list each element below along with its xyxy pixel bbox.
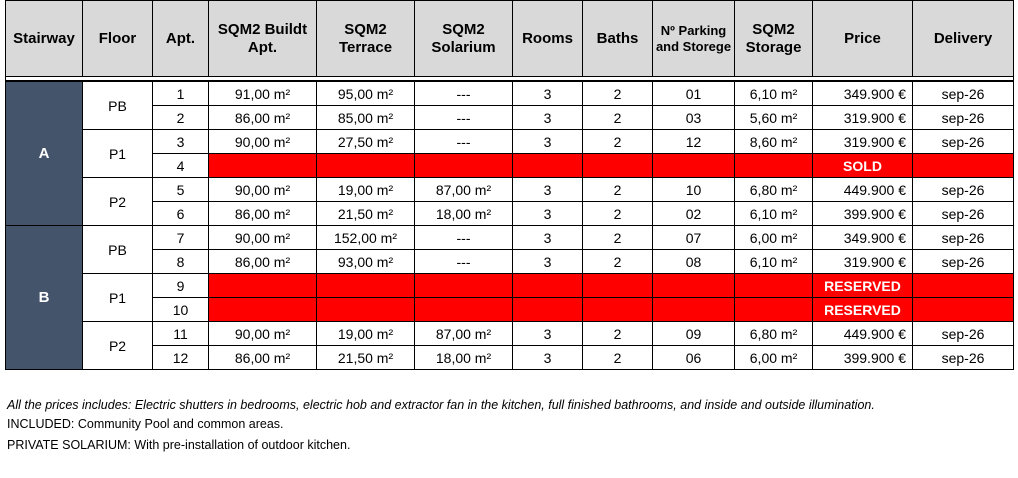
terrace-cell: 152,00 m² xyxy=(317,226,415,250)
apt-cell: 9 xyxy=(153,274,209,298)
delivery-cell: sep-26 xyxy=(913,82,1014,106)
price-cell: 349.900 € xyxy=(813,226,913,250)
header-stairway: Stairway xyxy=(6,1,83,77)
status-fill-cell xyxy=(415,154,513,178)
notes xyxy=(7,398,997,453)
header-sqm-built: SQM2 Buildt Apt. xyxy=(209,1,317,77)
solarium-cell: 18,00 m² xyxy=(415,202,513,226)
price-cell: 399.900 € xyxy=(813,202,913,226)
header-rooms: Rooms xyxy=(513,1,583,77)
terrace-cell: 93,00 m² xyxy=(317,250,415,274)
status-fill-cell xyxy=(913,154,1014,178)
terrace-cell: 19,00 m² xyxy=(317,178,415,202)
rooms-cell: 3 xyxy=(513,202,583,226)
status-label: RESERVED xyxy=(813,274,913,298)
parking-cell: 10 xyxy=(653,178,735,202)
terrace-cell: 95,00 m² xyxy=(317,82,415,106)
stairway-cell: B xyxy=(6,226,83,370)
status-fill-cell xyxy=(913,274,1014,298)
solarium-cell: --- xyxy=(415,106,513,130)
header-sqm-storage: SQM2 Storage xyxy=(735,1,813,77)
parking-cell: 03 xyxy=(653,106,735,130)
floor-cell: PB xyxy=(83,82,153,130)
price-cell: 319.900 € xyxy=(813,106,913,130)
built-cell: 91,00 m² xyxy=(209,82,317,106)
storage-cell: 6,10 m² xyxy=(735,202,813,226)
status-fill-cell xyxy=(317,154,415,178)
status-fill-cell xyxy=(209,298,317,322)
built-cell: 86,00 m² xyxy=(209,106,317,130)
apt-cell: 6 xyxy=(153,202,209,226)
rooms-cell: 3 xyxy=(513,178,583,202)
built-cell: 90,00 m² xyxy=(209,322,317,346)
price-cell: 349.900 € xyxy=(813,82,913,106)
delivery-cell: sep-26 xyxy=(913,322,1014,346)
rooms-cell: 3 xyxy=(513,226,583,250)
status-fill-cell xyxy=(735,298,813,322)
status-label: SOLD xyxy=(813,154,913,178)
baths-cell: 2 xyxy=(583,322,653,346)
status-fill-cell xyxy=(583,154,653,178)
built-cell: 90,00 m² xyxy=(209,130,317,154)
baths-cell: 2 xyxy=(583,178,653,202)
note-included: INCLUDED: Community Pool and common areas. xyxy=(7,417,284,431)
header-delivery: Delivery xyxy=(913,1,1014,77)
terrace-cell: 85,00 m² xyxy=(317,106,415,130)
storage-cell: 6,80 m² xyxy=(735,322,813,346)
floor-cell: PB xyxy=(83,226,153,274)
apt-cell: 3 xyxy=(153,130,209,154)
delivery-cell: sep-26 xyxy=(913,226,1014,250)
status-fill-cell xyxy=(583,298,653,322)
parking-cell: 07 xyxy=(653,226,735,250)
stairway-cell: A xyxy=(6,82,83,226)
header-sqm-terrace: SQM2 Terrace xyxy=(317,1,415,77)
header-floor: Floor xyxy=(83,1,153,77)
storage-cell: 6,10 m² xyxy=(735,82,813,106)
storage-cell: 6,00 m² xyxy=(735,226,813,250)
status-fill-cell xyxy=(317,298,415,322)
storage-cell: 8,60 m² xyxy=(735,130,813,154)
terrace-cell: 21,50 m² xyxy=(317,202,415,226)
price-cell: 449.900 € xyxy=(813,178,913,202)
apt-cell: 8 xyxy=(153,250,209,274)
parking-cell: 08 xyxy=(653,250,735,274)
status-label: RESERVED xyxy=(813,298,913,322)
apt-cell: 2 xyxy=(153,106,209,130)
rooms-cell: 3 xyxy=(513,346,583,370)
terrace-cell: 21,50 m² xyxy=(317,346,415,370)
status-fill-cell xyxy=(209,274,317,298)
status-fill-cell xyxy=(735,274,813,298)
solarium-cell: 18,00 m² xyxy=(415,346,513,370)
price-cell: 319.900 € xyxy=(813,250,913,274)
baths-cell: 2 xyxy=(583,250,653,274)
status-fill-cell xyxy=(653,274,735,298)
status-fill-cell xyxy=(735,154,813,178)
apt-cell: 12 xyxy=(153,346,209,370)
status-fill-cell xyxy=(415,274,513,298)
rooms-cell: 3 xyxy=(513,322,583,346)
baths-cell: 2 xyxy=(583,82,653,106)
solarium-cell: --- xyxy=(415,130,513,154)
status-fill-cell xyxy=(583,274,653,298)
parking-cell: 06 xyxy=(653,346,735,370)
floor-cell: P1 xyxy=(83,130,153,178)
rooms-cell: 3 xyxy=(513,106,583,130)
parking-cell: 01 xyxy=(653,82,735,106)
delivery-cell: sep-26 xyxy=(913,250,1014,274)
terrace-cell: 27,50 m² xyxy=(317,130,415,154)
note-prices-include: All the prices includes: Electric shutters in bedrooms, electric hob and extractor fan in the kitchen, full finished bathrooms, and inside and outside illumination. xyxy=(7,398,875,412)
built-cell: 86,00 m² xyxy=(209,202,317,226)
delivery-cell: sep-26 xyxy=(913,106,1014,130)
baths-cell: 2 xyxy=(583,226,653,250)
header-parking: Nº Parking and Storege xyxy=(653,1,735,77)
apartments-table xyxy=(5,0,1014,370)
status-fill-cell xyxy=(653,154,735,178)
status-fill-cell xyxy=(209,154,317,178)
header-price: Price xyxy=(813,1,913,77)
price-cell: 399.900 € xyxy=(813,346,913,370)
apt-cell: 10 xyxy=(153,298,209,322)
solarium-cell: 87,00 m² xyxy=(415,322,513,346)
delivery-cell: sep-26 xyxy=(913,202,1014,226)
baths-cell: 2 xyxy=(583,202,653,226)
apt-cell: 5 xyxy=(153,178,209,202)
solarium-cell: --- xyxy=(415,82,513,106)
status-fill-cell xyxy=(317,274,415,298)
storage-cell: 6,00 m² xyxy=(735,346,813,370)
status-fill-cell xyxy=(913,298,1014,322)
header-apt: Apt. xyxy=(153,1,209,77)
storage-cell: 6,10 m² xyxy=(735,250,813,274)
rooms-cell: 3 xyxy=(513,130,583,154)
solarium-cell: --- xyxy=(415,226,513,250)
floor-cell: P2 xyxy=(83,178,153,226)
baths-cell: 2 xyxy=(583,106,653,130)
rooms-cell: 3 xyxy=(513,82,583,106)
terrace-cell: 19,00 m² xyxy=(317,322,415,346)
solarium-cell: 87,00 m² xyxy=(415,178,513,202)
header-sqm-solarium: SQM2 Solarium xyxy=(415,1,513,77)
delivery-cell: sep-26 xyxy=(913,178,1014,202)
status-fill-cell xyxy=(513,298,583,322)
apt-cell: 11 xyxy=(153,322,209,346)
parking-cell: 12 xyxy=(653,130,735,154)
floor-cell: P1 xyxy=(83,274,153,322)
parking-cell: 02 xyxy=(653,202,735,226)
delivery-cell: sep-26 xyxy=(913,130,1014,154)
apt-cell: 1 xyxy=(153,82,209,106)
baths-cell: 2 xyxy=(583,130,653,154)
floor-cell: P2 xyxy=(83,322,153,370)
built-cell: 90,00 m² xyxy=(209,178,317,202)
status-fill-cell xyxy=(513,154,583,178)
solarium-cell: --- xyxy=(415,250,513,274)
baths-cell: 2 xyxy=(583,346,653,370)
parking-cell: 09 xyxy=(653,322,735,346)
built-cell: 86,00 m² xyxy=(209,250,317,274)
apt-cell: 7 xyxy=(153,226,209,250)
apt-cell: 4 xyxy=(153,154,209,178)
header-baths: Baths xyxy=(583,1,653,77)
delivery-cell: sep-26 xyxy=(913,346,1014,370)
status-fill-cell xyxy=(415,298,513,322)
price-cell: 449.900 € xyxy=(813,322,913,346)
storage-cell: 5,60 m² xyxy=(735,106,813,130)
status-fill-cell xyxy=(653,298,735,322)
built-cell: 90,00 m² xyxy=(209,226,317,250)
note-private-solarium: PRIVATE SOLARIUM: With pre-installation of outdoor kitchen. xyxy=(7,438,351,452)
status-fill-cell xyxy=(513,274,583,298)
storage-cell: 6,80 m² xyxy=(735,178,813,202)
price-cell: 319.900 € xyxy=(813,130,913,154)
rooms-cell: 3 xyxy=(513,250,583,274)
built-cell: 86,00 m² xyxy=(209,346,317,370)
